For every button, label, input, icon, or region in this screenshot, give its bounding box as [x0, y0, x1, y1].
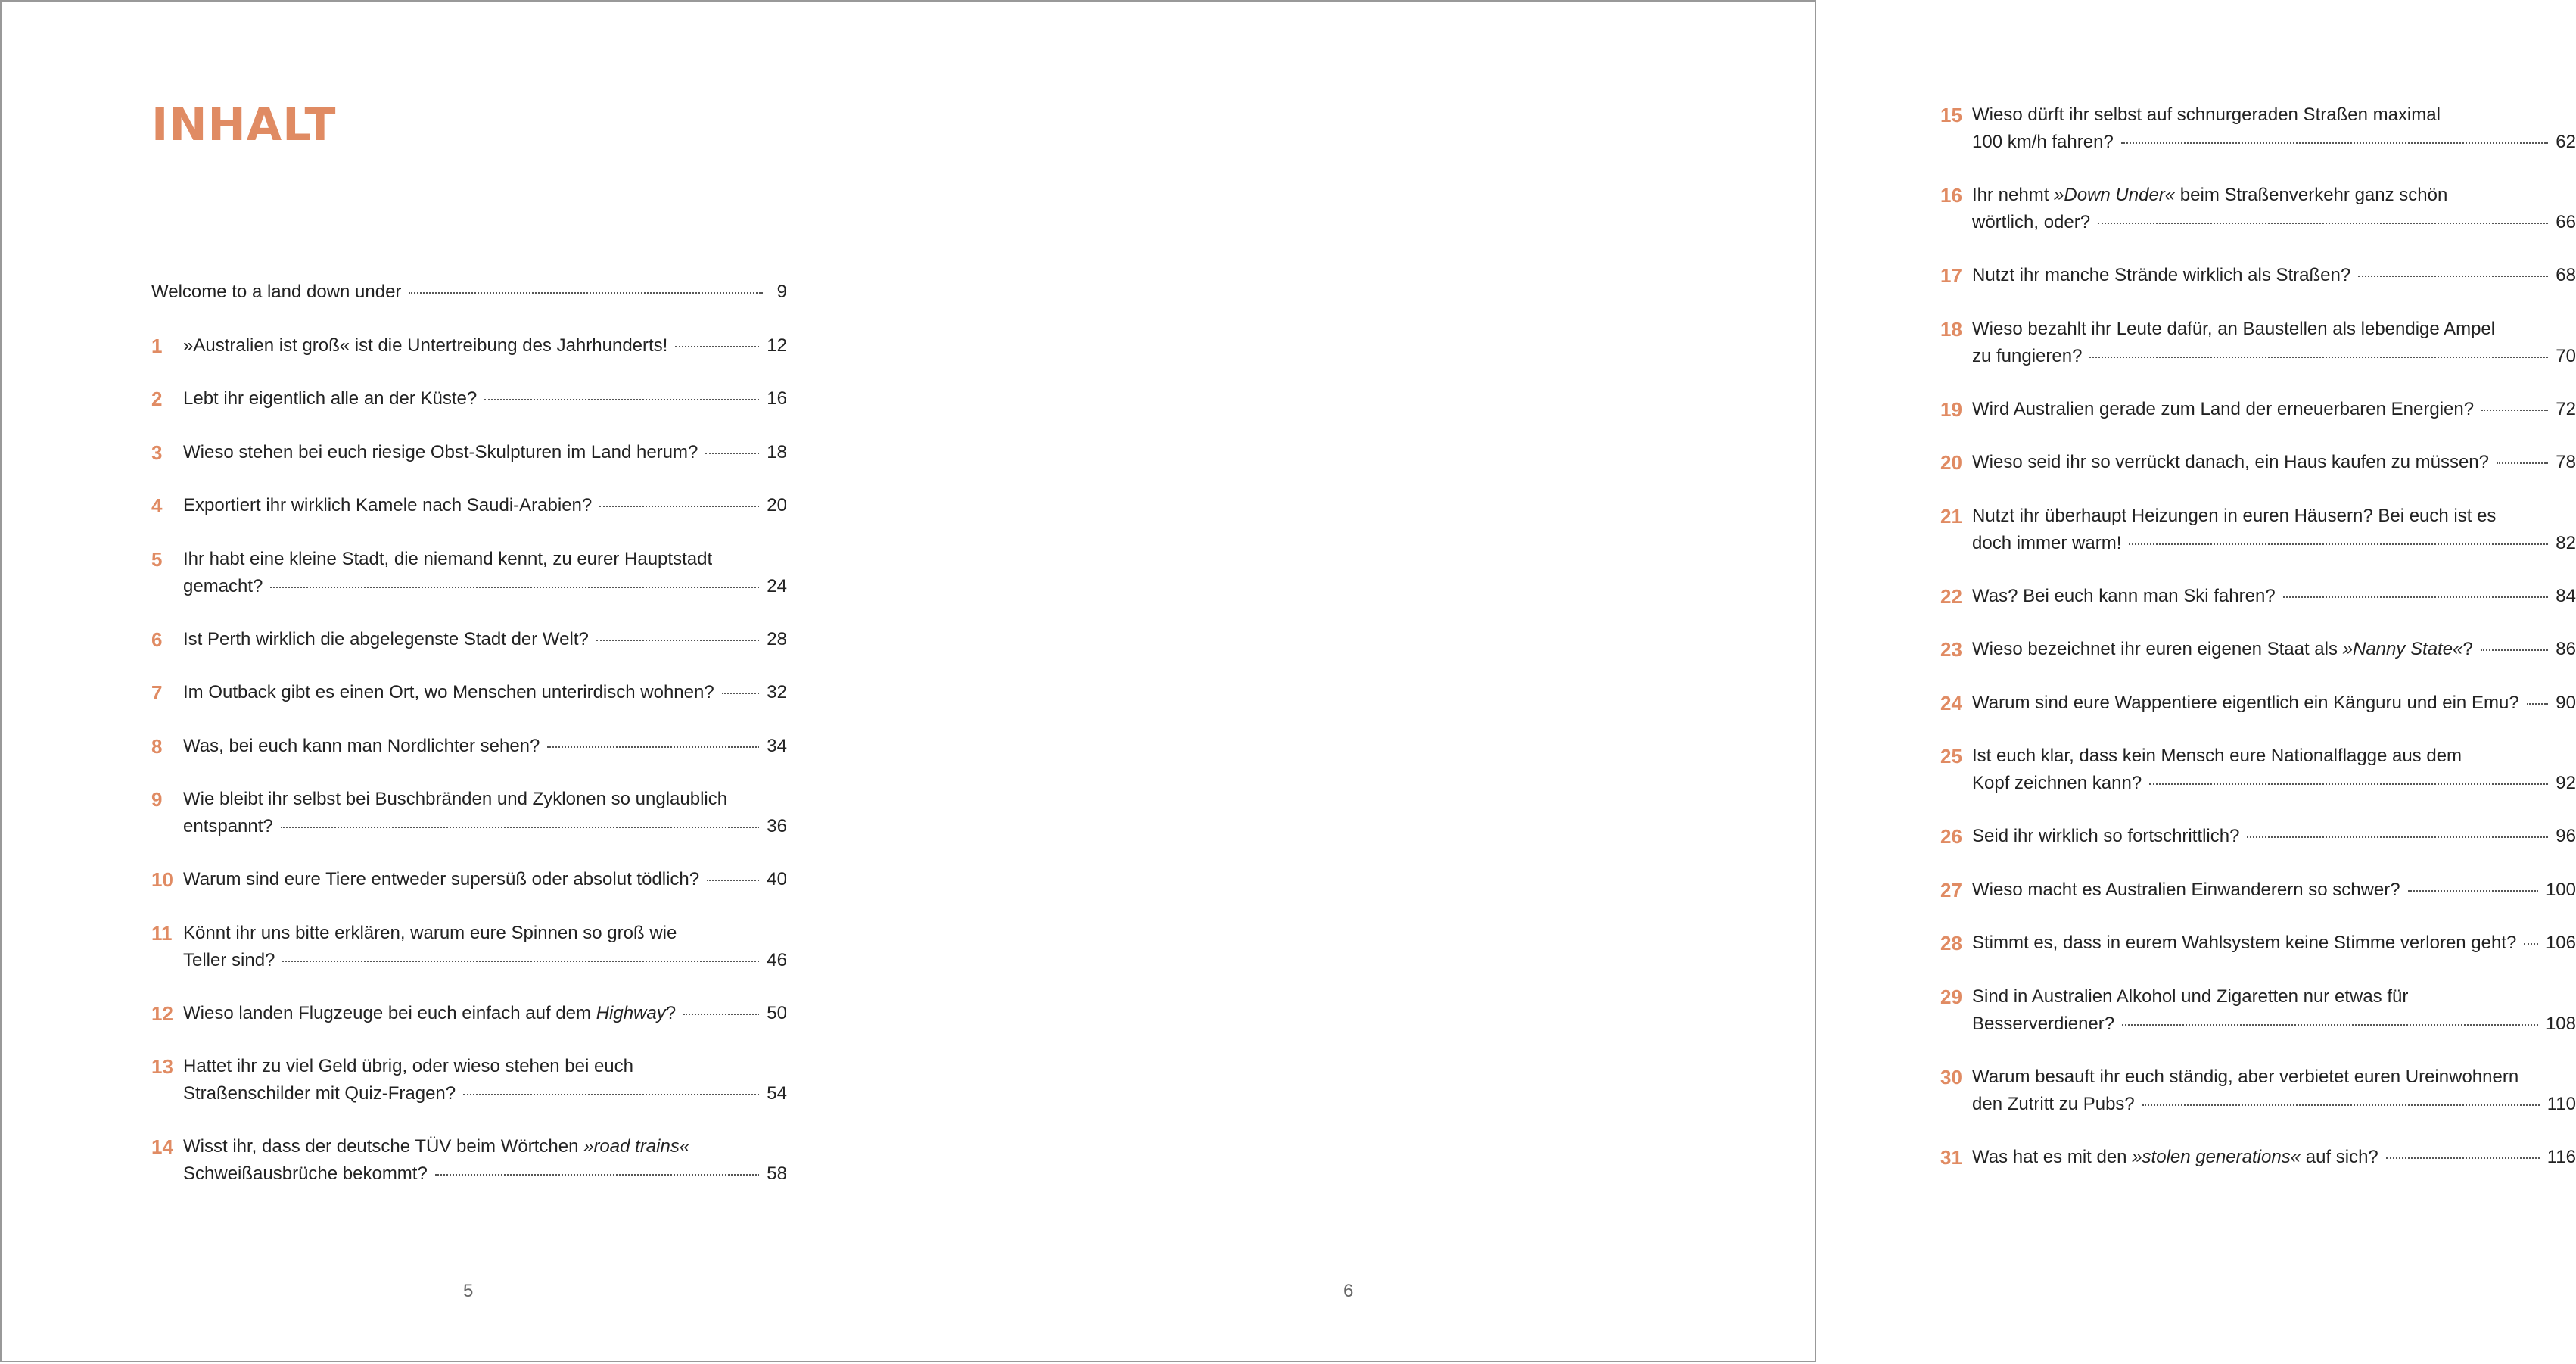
- chapter-number: 29: [1940, 985, 1962, 1008]
- dot-leader: [484, 399, 759, 400]
- chapter-title-line: Könnt ihr uns bitte erklären, warum eure Spinnen so groß wie: [183, 922, 677, 943]
- chapter-title-lastline: [1972, 449, 2576, 476]
- chapter-title-text: Was, bei euch kann man Nordlichter sehen?: [183, 735, 540, 756]
- toc-entry[interactable]: [1940, 930, 2576, 984]
- chapter-number: 20: [1940, 451, 1962, 474]
- chapter-number: 11: [151, 921, 173, 945]
- chapter-number: 21: [1940, 504, 1962, 528]
- chapter-page-number: 32: [767, 682, 787, 702]
- chapter-title-lastline: [183, 679, 787, 706]
- chapter-page-number: 62: [2556, 132, 2576, 152]
- chapter-title-text: Seid ihr wirklich so fortschrittlich?: [1972, 826, 2240, 846]
- chapter-number: 13: [151, 1055, 173, 1078]
- chapter-page-number: 84: [2556, 585, 2576, 606]
- chapter-title-lastline: [1972, 343, 2576, 370]
- chapter-title-text: doch immer warm!: [1972, 532, 2122, 553]
- chapter-number: 26: [1940, 825, 1962, 848]
- chapter-title-lastline: [183, 947, 787, 974]
- chapter-page-number: 66: [2556, 212, 2576, 232]
- toc-entry[interactable]: [151, 492, 787, 547]
- chapter-title-lastline: [1972, 583, 2576, 610]
- dot-leader: [596, 640, 759, 641]
- chapter-page-number: 16: [767, 388, 787, 409]
- left-page: [2, 2, 910, 1364]
- toc-entry[interactable]: [1940, 396, 2576, 450]
- toc-entry[interactable]: [1940, 449, 2576, 503]
- toc-entry[interactable]: [151, 733, 787, 787]
- chapter-title-lastline: [183, 733, 787, 760]
- dot-leader: [547, 746, 759, 748]
- chapter-number: 25: [1940, 745, 1962, 768]
- dot-leader: [2121, 142, 2549, 144]
- chapter-page-number: 58: [767, 1163, 787, 1184]
- chapter-title-text: Besserverdiener?: [1972, 1013, 2115, 1034]
- chapter-title-lastline: [1972, 209, 2576, 236]
- chapter-page-number: 50: [767, 1002, 787, 1023]
- chapter-title-text: Im Outback gibt es einen Ort, wo Menschen unterirdisch wohnen?: [183, 682, 714, 702]
- toc-entry[interactable]: [1940, 101, 2576, 156]
- chapter-title-line: Wieso bezahlt ihr Leute dafür, an Baustellen als lebendige Ampel: [1972, 318, 2496, 339]
- toc-entry[interactable]: [1940, 583, 2576, 637]
- chapter-page-number: 86: [2556, 639, 2576, 659]
- chapter-title-lastline: [1972, 1011, 2576, 1038]
- dot-leader: [2497, 462, 2548, 464]
- chapter-page-number: 28: [767, 628, 787, 649]
- dot-leader: [2247, 836, 2548, 838]
- chapter-title-text: Wieso landen Flugzeuge bei euch einfach auf dem Highway?: [183, 1002, 677, 1023]
- chapter-title-lastline: [1972, 823, 2576, 850]
- chapter-number: 12: [151, 1001, 173, 1025]
- chapter-title-lastline: [183, 1000, 787, 1027]
- toc-entry[interactable]: [1940, 983, 2576, 1038]
- toc-entry[interactable]: [1940, 636, 2576, 690]
- chapter-title-text: Warum sind eure Tiere entweder supersüß oder absolut tödlich?: [183, 869, 700, 889]
- chapter-title-lastline: [183, 1080, 787, 1107]
- chapter-title-lastline: [183, 332, 787, 360]
- chapter-page-number: 24: [767, 575, 787, 596]
- chapter-title-lastline: [183, 573, 787, 600]
- chapter-title-lastline: [1972, 770, 2576, 797]
- chapter-page-number: 18: [767, 441, 787, 462]
- chapter-number: 28: [1940, 932, 1962, 954]
- chapter-title-text: »Australien ist groß« ist die Untertreibung des Jahrhunderts!: [183, 335, 668, 356]
- chapter-title-text: Was hat es mit den »stolen generations« auf sich?: [1972, 1146, 2378, 1167]
- chapter-page-number: 106: [2545, 933, 2576, 953]
- chapter-title-lastline: [183, 492, 787, 519]
- chapter-title-lastline: [1972, 930, 2576, 957]
- dot-leader: [2481, 649, 2549, 651]
- chapter-number: 22: [1940, 584, 1962, 608]
- chapter-number: 10: [151, 868, 173, 891]
- chapter-title-text: Teller sind?: [183, 949, 275, 970]
- chapter-title-text: zu fungieren?: [1972, 345, 2083, 366]
- chapter-page-number: 9: [776, 282, 787, 302]
- dot-leader: [2122, 1024, 2538, 1026]
- chapter-title-text: Schweißausbrüche bekommt?: [183, 1163, 428, 1184]
- chapter-page-number: 116: [2546, 1146, 2576, 1167]
- chapter-title-text: Ist Perth wirklich die abgelegenste Stadt der Welt?: [183, 628, 589, 649]
- chapter-page-number: 36: [767, 816, 787, 836]
- chapter-number: 1: [151, 334, 163, 357]
- dot-leader: [599, 506, 759, 507]
- chapter-title-lastline: [183, 385, 787, 413]
- chapter-title-text: Wird Australien gerade zum Land der erneuerbaren Energien?: [1972, 398, 2475, 419]
- chapter-title-text: Exportiert ihr wirklich Kamele nach Saudi-Arabien?: [183, 495, 593, 515]
- chapter-title-text: den Zutritt zu Pubs?: [1972, 1093, 2135, 1114]
- toc-entry[interactable]: [1940, 690, 2576, 744]
- dot-leader: [435, 1174, 759, 1176]
- chapter-number: 17: [1940, 264, 1962, 287]
- chapter-title-text: entspannt?: [183, 816, 273, 836]
- chapter-page-number: 34: [767, 735, 787, 756]
- chapter-title-text: Wieso macht es Australien Einwanderern so schwer?: [1972, 879, 2400, 900]
- toc-entry[interactable]: [151, 786, 787, 840]
- toc-entry[interactable]: [1940, 743, 2576, 797]
- dot-leader: [2524, 943, 2538, 945]
- toc-entry[interactable]: [1940, 1063, 2576, 1118]
- chapter-title-text: Nutzt ihr manche Strände wirklich als Straßen?: [1972, 265, 2351, 285]
- chapter-page-number: 96: [2556, 826, 2576, 846]
- chapter-title-lastline: [1972, 690, 2576, 717]
- toc-entry[interactable]: [151, 866, 787, 920]
- chapter-title-lastline: [1972, 1091, 2576, 1118]
- chapter-number: 16: [1940, 184, 1962, 207]
- toc-entry[interactable]: [1940, 316, 2576, 370]
- chapter-number: 30: [1940, 1065, 1962, 1088]
- chapter-title-line: Sind in Australien Alkohol und Zigaretten nur etwas für: [1972, 986, 2409, 1007]
- chapter-title-lastline: [1972, 530, 2576, 557]
- chapter-title-line: Wieso dürft ihr selbst auf schnurgeraden Straßen maximal: [1972, 104, 2441, 125]
- chapter-number: 23: [1940, 638, 1962, 661]
- chapter-title-lastline: [183, 866, 787, 893]
- chapter-page-number: 78: [2556, 452, 2576, 472]
- chapter-title-line: Hattet ihr zu viel Geld übrig, oder wieso stehen bei euch: [183, 1056, 633, 1076]
- chapter-number: 27: [1940, 878, 1962, 902]
- chapter-title-line: Ihr habt eine kleine Stadt, die niemand kennt, zu eurer Hauptstadt: [183, 548, 713, 569]
- dot-leader: [270, 587, 759, 588]
- chapter-number: 15: [1940, 104, 1962, 126]
- chapter-page-number: 92: [2556, 773, 2576, 793]
- chapter-title-lastline: [1972, 877, 2576, 904]
- chapter-title-text: Stimmt es, dass in eurem Wahlsystem keine Stimme verloren geht?: [1972, 933, 2517, 953]
- toc-entry[interactable]: [151, 1000, 787, 1054]
- dot-leader: [2527, 703, 2549, 705]
- chapter-title-line: Warum besauft ihr euch ständig, aber verbietet euren Ureinwohnern: [1972, 1066, 2519, 1087]
- chapter-number: 4: [151, 494, 163, 517]
- chapter-page-number: 108: [2545, 1013, 2576, 1034]
- chapter-title-line: Wie bleibt ihr selbst bei Buschbränden und Zyklonen so unglaublich: [183, 789, 728, 809]
- dot-leader: [2089, 357, 2548, 358]
- page-number-right: 6: [1343, 1281, 1354, 1301]
- toc-entry[interactable]: [151, 385, 787, 440]
- toc-entry[interactable]: [1940, 503, 2576, 557]
- chapter-title-text: Straßenschilder mit Quiz-Fragen?: [183, 1083, 456, 1104]
- chapter-title-text: Was? Bei euch kann man Ski fahren?: [1972, 585, 2276, 606]
- chapter-number: 19: [1940, 397, 1962, 421]
- toc-entry[interactable]: [1940, 823, 2576, 877]
- chapter-title-text: wörtlich, oder?: [1972, 212, 2091, 232]
- toc-entry[interactable]: [151, 679, 787, 733]
- chapter-page-number: 90: [2556, 692, 2576, 713]
- chapter-title-text: gemacht?: [183, 575, 263, 596]
- dot-leader: [281, 827, 760, 828]
- chapter-title-lastline: [1972, 262, 2576, 289]
- dot-leader: [409, 292, 763, 294]
- dot-leader: [2408, 890, 2538, 892]
- chapter-page-number: 54: [767, 1083, 787, 1104]
- chapter-title-line: Ihr nehmt »Down Under« beim Straßenverkehr ganz schön: [1972, 185, 2448, 205]
- right-page: [910, 2, 2576, 1364]
- dot-leader: [2481, 410, 2548, 411]
- toc-entry[interactable]: [151, 920, 787, 974]
- dot-leader: [2283, 596, 2549, 598]
- chapter-title-text: Wieso seid ihr so verrückt danach, ein Haus kaufen zu müssen?: [1972, 452, 2490, 472]
- chapter-title-lastline: [1972, 396, 2576, 423]
- toc-entry[interactable]: [151, 546, 787, 600]
- chapter-title-text: 100 km/h fahren?: [1972, 132, 2114, 152]
- chapter-number: 18: [1940, 317, 1962, 341]
- dot-leader: [683, 1014, 759, 1015]
- chapter-number: 14: [151, 1135, 173, 1158]
- chapter-number: 3: [151, 441, 163, 464]
- chapter-title-text: Warum sind eure Wappentiere eigentlich ein Känguru und ein Emu?: [1972, 692, 2519, 713]
- page-number-left: 5: [463, 1281, 474, 1301]
- toc-entry[interactable]: [151, 626, 787, 680]
- chapter-page-number: 46: [767, 949, 787, 970]
- chapter-number: 9: [151, 788, 163, 811]
- chapter-page-number: 82: [2556, 532, 2576, 553]
- chapter-title-text: Wieso bezeichnet ihr euren eigenen Staat als »Nanny State«?: [1972, 639, 2473, 659]
- chapter-page-number: 12: [767, 335, 787, 356]
- chapter-page-number: 40: [767, 869, 787, 889]
- chapter-title-lastline: [183, 813, 787, 840]
- chapter-number: 6: [151, 628, 163, 651]
- chapter-number: 31: [1940, 1145, 1962, 1169]
- dot-leader: [282, 961, 759, 962]
- dot-leader: [2098, 223, 2548, 224]
- dot-leader: [2142, 1104, 2540, 1106]
- chapter-number: 7: [151, 681, 163, 704]
- chapter-number: 5: [151, 547, 163, 571]
- toc-entry[interactable]: [1940, 262, 2576, 316]
- toc-entry[interactable]: [151, 332, 787, 387]
- dot-leader: [675, 346, 759, 347]
- toc-entry[interactable]: [151, 439, 787, 494]
- chapter-page-number: 70: [2556, 345, 2576, 366]
- chapter-title-lastline: [1972, 636, 2576, 663]
- chapter-title-lastline: [183, 626, 787, 653]
- chapter-title-line: Ist euch klar, dass kein Mensch eure Nationalflagge aus dem: [1972, 746, 2462, 766]
- chapter-page-number: 110: [2546, 1093, 2576, 1114]
- dot-leader: [2129, 543, 2548, 545]
- page-title: INHALT: [151, 98, 337, 151]
- chapter-title-lastline: [1972, 129, 2576, 156]
- dot-leader: [705, 453, 759, 454]
- chapter-page-number: 72: [2556, 398, 2576, 419]
- chapter-title-text: Welcome to a land down under: [151, 282, 402, 302]
- chapter-title-lastline: [183, 1160, 787, 1188]
- chapter-title-text: Kopf zeichnen kann?: [1972, 773, 2142, 793]
- toc-entry[interactable]: [151, 1053, 787, 1107]
- toc-entry[interactable]: [1940, 877, 2576, 931]
- chapter-page-number: 20: [767, 495, 787, 515]
- chapter-number: 2: [151, 388, 163, 410]
- chapter-title-line: Wisst ihr, dass der deutsche TÜV beim Wörtchen »road trains«: [183, 1136, 690, 1157]
- dot-leader: [2386, 1157, 2540, 1159]
- dot-leader: [463, 1094, 759, 1095]
- chapter-title-text: Lebt ihr eigentlich alle an der Küste?: [183, 388, 478, 409]
- toc-entry[interactable]: [151, 1133, 787, 1188]
- dot-leader: [2149, 783, 2548, 785]
- chapter-page-number: 68: [2556, 265, 2576, 285]
- chapter-title-line: Nutzt ihr überhaupt Heizungen in euren Häusern? Bei euch ist es: [1972, 505, 2497, 526]
- chapter-title-lastline: [183, 439, 787, 466]
- toc-entry[interactable]: [151, 279, 787, 333]
- chapter-title-text: Wieso stehen bei euch riesige Obst-Skulpturen im Land herum?: [183, 441, 698, 462]
- chapter-number: 24: [1940, 691, 1962, 715]
- chapter-title-lastline: [1972, 1144, 2576, 1171]
- dot-leader: [2358, 276, 2548, 277]
- dot-leader: [722, 693, 760, 694]
- toc-entry[interactable]: [1940, 182, 2576, 236]
- chapter-page-number: 100: [2545, 879, 2576, 900]
- chapter-number: 8: [151, 734, 163, 758]
- toc-entry[interactable]: [1940, 1144, 2576, 1198]
- chapter-title-lastline: [151, 279, 787, 306]
- dot-leader: [707, 880, 759, 881]
